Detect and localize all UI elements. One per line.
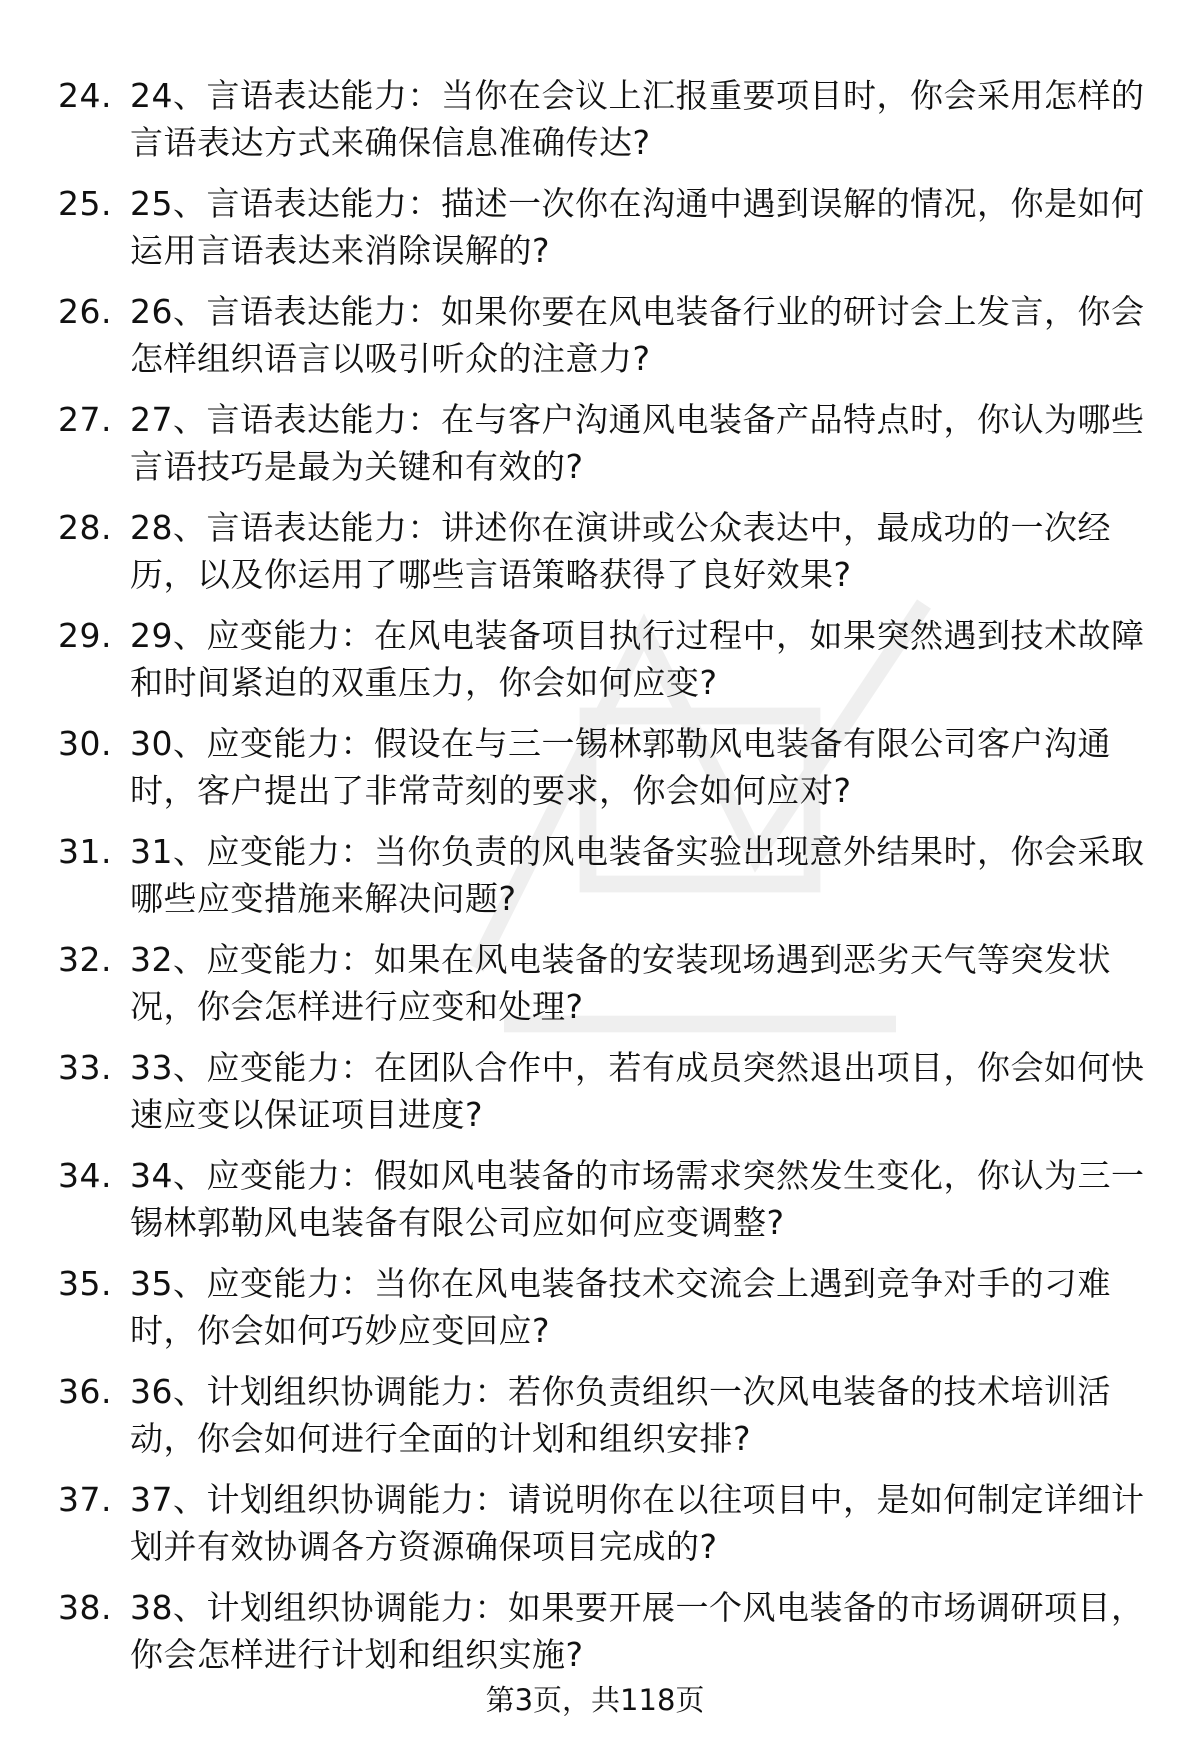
question-text: 26、言语表达能力：如果你要在风电装备行业的研讨会上发言，你会怎样组织语言以吸引听众的注意力?	[130, 292, 1145, 378]
question-number: 32.	[58, 940, 112, 979]
question-text: 35、应变能力：当你在风电装备技术交流会上遇到竞争对手的刁难时，你会如何巧妙应变回应?	[130, 1264, 1111, 1350]
question-text: 24、言语表达能力：当你在会议上汇报重要项目时，你会采用怎样的言语表达方式来确保信息准确传达?	[130, 76, 1145, 162]
question-text: 31、应变能力：当你负责的风电装备实验出现意外结果时，你会采取哪些应变措施来解决问题?	[130, 832, 1145, 918]
question-item	[58, 612, 1158, 720]
question-item	[58, 504, 1158, 612]
question-number: 36.	[58, 1372, 112, 1411]
question-number: 35.	[58, 1264, 112, 1303]
question-item	[58, 936, 1158, 1044]
question-text: 25、言语表达能力：描述一次你在沟通中遇到误解的情况，你是如何运用言语表达来消除误解的?	[130, 184, 1145, 270]
question-number: 34.	[58, 1156, 112, 1195]
question-item	[58, 828, 1158, 936]
question-item	[58, 180, 1158, 288]
question-item	[58, 396, 1158, 504]
question-item	[58, 1584, 1158, 1692]
question-item	[58, 288, 1158, 396]
question-item	[58, 72, 1158, 180]
question-text: 29、应变能力：在风电装备项目执行过程中，如果突然遇到技术故障和时间紧迫的双重压力，你会如何应变?	[130, 616, 1145, 702]
question-text: 38、计划组织协调能力：如果要开展一个风电装备的市场调研项目，你会怎样进行计划和组织实施?	[130, 1588, 1145, 1674]
question-text: 28、言语表达能力：讲述你在演讲或公众表达中，最成功的一次经历，以及你运用了哪些言语策略获得了良好效果?	[130, 508, 1111, 594]
question-item	[58, 1260, 1158, 1368]
question-text: 36、计划组织协调能力：若你负责组织一次风电装备的技术培训活动，你会如何进行全面的计划和组织安排?	[130, 1372, 1111, 1458]
question-number: 33.	[58, 1048, 112, 1087]
question-number: 24.	[58, 76, 112, 115]
question-number: 27.	[58, 400, 112, 439]
question-number: 37.	[58, 1480, 112, 1519]
question-text: 37、计划组织协调能力：请说明你在以往项目中，是如何制定详细计划并有效协调各方资源确保项目完成的?	[130, 1480, 1145, 1566]
question-number: 25.	[58, 184, 112, 223]
question-item	[58, 1044, 1158, 1152]
question-item	[58, 720, 1158, 828]
question-number: 28.	[58, 508, 112, 547]
question-text: 34、应变能力：假如风电装备的市场需求突然发生变化，你认为三一锡林郭勒风电装备有限公司应如何应变调整?	[130, 1156, 1145, 1242]
question-number: 31.	[58, 832, 112, 871]
question-item	[58, 1152, 1158, 1260]
question-item	[58, 1368, 1158, 1476]
question-text: 32、应变能力：如果在风电装备的安装现场遇到恶劣天气等突发状况，你会怎样进行应变和处理?	[130, 940, 1111, 1026]
page-footer	[0, 1680, 1190, 1720]
question-text: 33、应变能力：在团队合作中，若有成员突然退出项目，你会如何快速应变以保证项目进度?	[130, 1048, 1145, 1134]
question-number: 38.	[58, 1588, 112, 1627]
question-text: 27、言语表达能力：在与客户沟通风电装备产品特点时，你认为哪些言语技巧是最为关键和有效的?	[130, 400, 1145, 486]
question-number: 26.	[58, 292, 112, 331]
question-number: 30.	[58, 724, 112, 763]
question-text: 30、应变能力：假设在与三一锡林郭勒风电装备有限公司客户沟通时，客户提出了非常苛刻的要求，你会如何应对?	[130, 724, 1111, 810]
page-indicator: 第3页，共118页	[485, 1683, 705, 1717]
question-number: 29.	[58, 616, 112, 655]
question-item	[58, 1476, 1158, 1584]
question-list	[58, 72, 1158, 1692]
